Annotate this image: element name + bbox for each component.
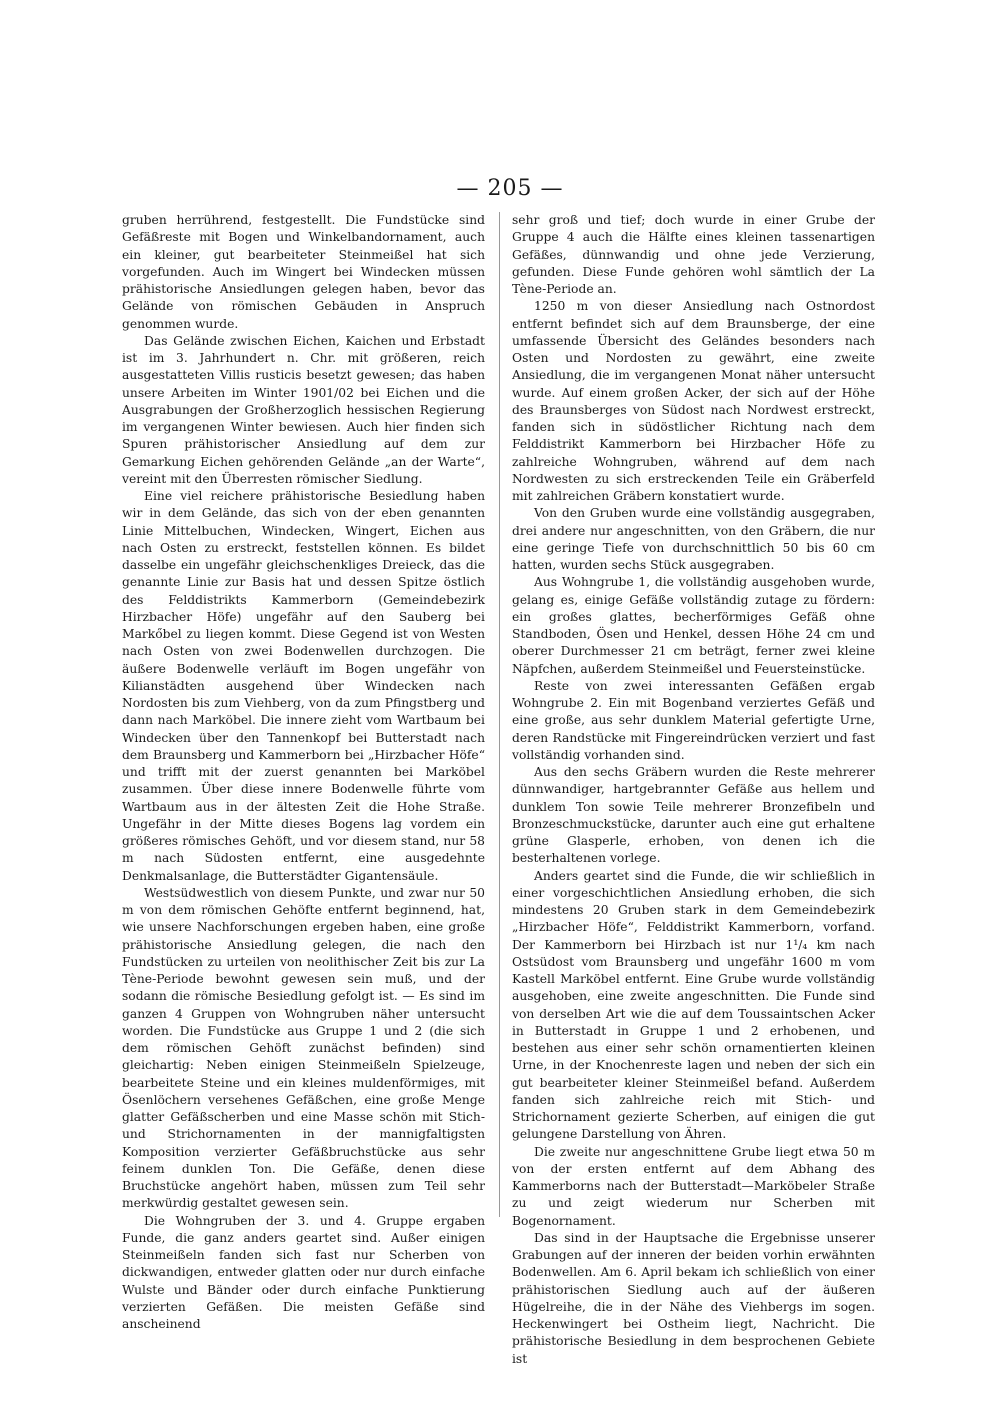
paragraph: Eine viel reichere prähistorische Besiedlung haben wir in dem Gelände, das sich von der eben genannten Linie Mittelbuchen, Windecken, Wingert, Eichen aus nach Osten zu erstreckt, feststellen können. Es bildet dasselbe ein ungefähr gleichschenkliges Dreieck, das die genannte Linie zur Basis hat und dessen Spitze östlich des Felddistrikts Kammerborn (Gemeindebezirk Hirzbacher Höfe) ungefähr auf den Sauberg bei Markőbel zu liegen kommt. Diese Gegend ist von Westen nach Osten von zwei Bodenwellen durchzogen. Die äußere Bodenwelle verläuft im Bogen ungefähr von Kilianstädten ausgehend über Windecken nach Nordosten bis zum Viehberg, von da zum Pfingstberg und dann nach Marköbel. Die innere zieht vom Wartbaum bei Windecken über den Tannenkopf bei Butterstadt nach dem Braunsberg und Kammerborn bei „Hirzbacher Höfe“ und trifft mit der zuerst genannten bei Marköbel zusammen. Über diese innere Bodenwelle führte vom Wartbaum aus in der ältesten Zeit die Hohe Straße. Ungefähr in der Mitte dieses Bogens lag vordem ein größeres römisches Gehöft, und vor diesem stand, nur 58 m nach Südosten entfernt, eine ausgedehnte Denkmalsanlage, die Butterstädter Gigantensäule. — [122, 489, 485, 883]
paragraph: Die zweite nur angeschnittene Grube liegt etwa 50 m von der ersten entfernt auf dem Abhang des Kammerborns nach der Butterstadt—Marköbeler Straße zu und zeigt wiederum nur Scherben mit Bogenornament. — [512, 1144, 875, 1228]
right-column — [512, 212, 875, 1368]
paragraph: Die Wohngruben der 3. und 4. Gruppe ergaben Funde, die ganz anders geartet sind. Außer einigen Steinmeißeln fanden sich fast nur Scherben von dickwandigen, entweder glatten oder nur durch einfache Wulste und Bänder oder durch einfache Punktierung verzierten Gefäßen. Die meisten Gefäße sind anscheinend — [122, 1213, 485, 1331]
paragraph: Anders geartet sind die Funde, die wir schließlich in einer vorgeschichtlichen Ansiedlung erhoben, die sich mindestens 20 Gruben stark in dem Gemeindebezirk „Hirzbacher Höfe“, Felddistrikt Kammerborn, vorfand. Der Kammerborn bei Hirzbach ist nur 1¹/₄ km nach Ostsüdost vom Braunsberg und ungefähr 1600 m vom Kastell Marköbel entfernt. Eine Grube wurde vollständig ausgehoben, eine zweite angeschnitten. Die Funde sind von derselben Art wie die auf dem Toussaintschen Acker in Butterstadt in Gruppe 1 und 2 erhobenen, und bestehen aus einer sehr schön ornamentierten kleinen Urne, in der Knochenreste lagen und neben der sich ein gut bearbeiteter kleiner Steinmeißel befand. Außerdem fanden sich zahlreiche reich mit Stich- und Strichornament gezierte Scherben, auf einigen die gut gelungene Darstellung von Ähren. — [512, 868, 875, 1142]
paragraph: Reste von zwei interessanten Gefäßen ergab Wohngrube 2. Ein mit Bogenband verziertes Gefäß und eine große, aus sehr dunklem Material gefertigte Urne, deren Randstücke mit Fingereindrücken verziert und fast vollständig vorhanden sind. — [512, 678, 875, 762]
paragraph: sehr groß und tief; doch wurde in einer Grube der Gruppe 4 auch die Hälfte eines kleinen tassenartigen Gefäßes, dünnwandig und ohne jede Verzierung, gefunden. Diese Funde gehören wohl sämtlich der La Tène-Periode an. — [512, 213, 875, 296]
column-divider — [499, 212, 500, 1217]
paragraph: Aus Wohngrube 1, die vollständig ausgehoben wurde, gelang es, einige Gefäße vollständig zutage zu fördern: ein großes glattes, becherförmiges Gefäß ohne Standboden, Ösen und Henkel, dessen Höhe 24 cm und oberer Durchmesser 21 cm beträgt, ferner zwei kleine Näpfchen, außerdem Steinmeißel und Feuersteinstücke. — [512, 575, 875, 676]
paragraph: gruben herrührend, festgestellt. Die Fundstücke sind Gefäßreste mit Bogen und Winkelbandornament, auch ein kleiner, gut bearbeiteter Steinmeißel hat sich vorgefunden. Auch im Wingert bei Windecken müssen prähistorische Ansiedlungen gelegen haben, bevor das Gelände von römischen Gebäuden in Anspruch genommen wurde. — [122, 213, 485, 331]
paragraph: Westsüdwestlich von diesem Punkte, und zwar nur 50 m von dem römischen Gehöfte entfernt beginnend, hat, wie unsere Nachforschungen ergeben haben, eine große prähistorische Ansiedlung gelegen, die nach den Fundstücken zu urteilen von neolithischer Zeit bis zur La Tène-Periode bewohnt gewesen sein muß, und der sodann die römische Besiedlung gefolgt ist. — Es sind im ganzen 4 Gruppen von Wohngruben näher untersucht worden. Die Fundstücke aus Gruppe 1 und 2 (die sich dem römischen Gehöft zunächst befinden) sind gleichartig: Neben einigen Steinmeißeln Spielzeuge, bearbeitete Steine und ein kleines muldenförmiges, mit Ösenlöchern versehenes Gefäßchen, eine große Menge glatter Gefäßscherben und eine Masse schön mit Stich- und Strichornamenten in der mannigfaltigsten Komposition verzierter Gefäßbruchstücke aus sehr feinem dunklen Ton. Die Gefäße, denen diese Bruchstücke angehört haben, müssen zum Teil sehr merkwürdig gestaltet gewesen sein. — [122, 885, 485, 1211]
paragraph: 1250 m von dieser Ansiedlung nach Ostnordost entfernt befindet sich auf dem Braunsberge, der eine umfassende Übersicht des Geländes besonders nach Osten und Nordosten zu gewährt, eine zweite Ansiedlung, die im vergangenen Monat näher untersucht wurde. Auf einem großen Acker, der sich auf der Höhe des Braunsberges von Südost nach Nordwest erstreckt, fanden sich in südöstlicher Richtung nach dem Felddistrikt Kammerborn bei Hirzbacher Höfe zu zahlreiche Wohngruben, während auf dem nach Nordwesten zu sich erstreckenden Teile ein Gräberfeld mit zahlreichen Gräbern konstatiert wurde. — [512, 299, 875, 503]
page-number: — 205 — — [456, 176, 564, 201]
left-column — [122, 212, 485, 1333]
paragraph: Das Gelände zwischen Eichen, Kaichen und Erbstadt ist im 3. Jahrhundert n. Chr. mit größeren, reich ausgestatteten Villis rusticis besetzt gewesen; das haben unsere Arbeiten im Winter 1901/02 bei Eichen und die Ausgrabungen der Großherzoglich hessischen Regierung im vergangenen Winter bewiesen. Auch hier finden sich Spuren prähistorischer Ansiedlung auf dem zur Gemarkung Eichen gehörenden Gelände „an der Warte“, vereint mit den Überresten römischer Siedlung. — [122, 333, 485, 486]
paragraph: Von den Gruben wurde eine vollständig ausgegraben, drei andere nur angeschnitten, von den Gräbern, die nur eine geringe Tiefe von durchschnittlich 50 bis 60 cm hatten, wurden sechs Stück ausgegraben. — [512, 506, 875, 572]
paragraph: Aus den sechs Gräbern wurden die Reste mehrerer dünnwandiger, hartgebrannter Gefäße aus hellem und dunklem Ton sowie Teile mehrerer Bronzefibeln und Bronzeschmuckstücke, darunter auch eine gut erhaltene grüne Glasperle, erhoben, von denen ich die besterhaltenen vorlege. — [512, 765, 875, 866]
paragraph: Das sind in der Hauptsache die Ergebnisse unserer Grabungen auf der inneren der beiden vorhin erwähnten Bodenwellen. Am 6. April bekam ich schließlich von einer prähistorischen Siedlung auch auf der äußeren Hügelreihe, die in der Nähe des Viehbergs im sogen. Heckenwingert bei Ostheim liegt, Nachricht. Die prähistorische Besiedlung in dem besprochenen Gebiete ist — [512, 1230, 875, 1366]
